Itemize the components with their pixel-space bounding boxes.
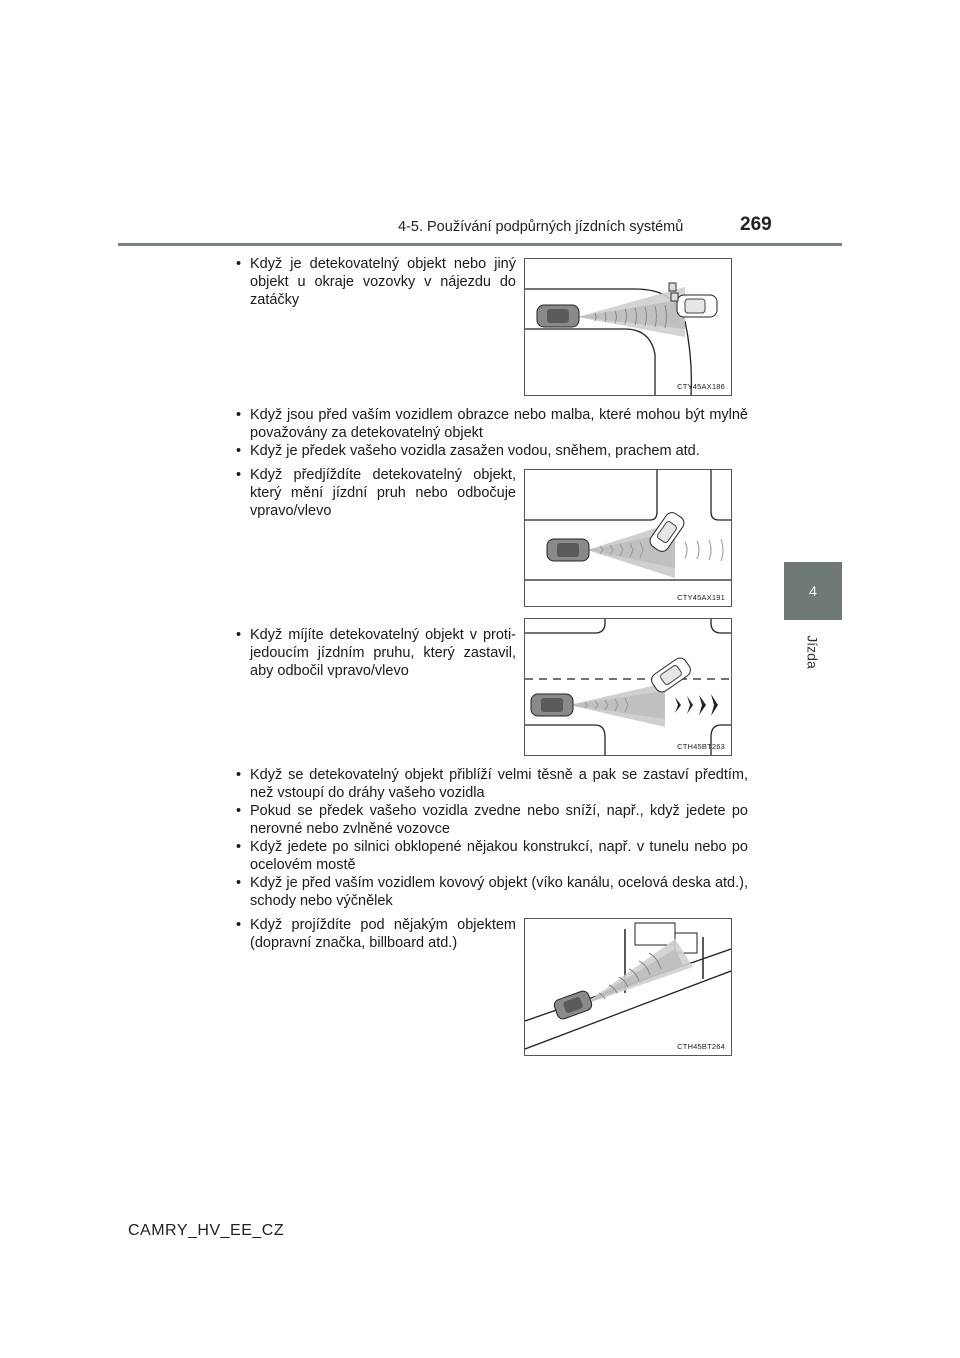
section-title: 4-5. Používání podpůrných jízdních systémů bbox=[398, 219, 684, 235]
header-rule bbox=[118, 243, 842, 246]
bullet-item: • Když se detekovatelný objekt přiblíží velmi těsně a pak se zastaví předtím, než vstoupí do dráhy vašeho vozidla bbox=[234, 766, 748, 802]
figure-overhead-sign bbox=[524, 918, 732, 1056]
chapter-side-label-text: Jízda bbox=[805, 635, 821, 669]
figure-code: CTH45BT264 bbox=[677, 1042, 725, 1051]
figure-code: CTY45AX191 bbox=[677, 593, 725, 602]
chapter-tab bbox=[784, 562, 842, 620]
bullet-item: • Když jedete po silnici obklopené nějakou konstrukcí, např. v tunelu nebo po ocelovém mostě bbox=[234, 838, 748, 874]
figure-code: CTY45AX186 bbox=[677, 382, 725, 391]
figure-intersection-turn bbox=[524, 469, 732, 607]
figure-oncoming-turn bbox=[524, 618, 732, 756]
chapter-tab-number: 4 bbox=[809, 583, 817, 599]
bullet-item: • Když projíždíte pod nějakým objektem (dopravní značka, billboard atd.) bbox=[234, 916, 516, 952]
bullet-item: • Když je před vaším vozidlem kovový objekt (víko kanálu, ocelová deska atd.), schody nebo výčnělek bbox=[234, 874, 748, 910]
bullet-item: • Pokud se předek vašeho vozidla zvedne nebo sníží, např., když jedete po nerovné nebo zvlněné vozovce bbox=[234, 802, 748, 838]
curve-road-illustration bbox=[525, 259, 731, 395]
chapter-side-label bbox=[796, 622, 830, 682]
bullet-item: • Když předjíždíte detekovatelný objekt, který mění jízdní pruh nebo odbočuje vpravo/vlevo bbox=[234, 466, 516, 520]
bullet-item: • Když jsou před vaším vozidlem obrazce nebo malba, které mohou být mylně považovány za detekovatelný objekt bbox=[234, 406, 748, 442]
intersection-illustration bbox=[525, 470, 731, 606]
figure-code: CTH45BT263 bbox=[677, 742, 725, 751]
figure-curve-road bbox=[524, 258, 732, 396]
oncoming-lane-illustration bbox=[525, 619, 731, 755]
document-code: CAMRY_HV_EE_CZ bbox=[128, 1222, 285, 1239]
bullet-item: • Když je detekovatelný objekt nebo jiný objekt u okraje vozovky v nájezdu do zatáčky bbox=[234, 255, 516, 309]
bullet-item: • Když míjíte detekovatelný objekt v proti- jedoucím jízdním pruhu, který zastavil, aby odbočil vpravo/vlevo bbox=[234, 626, 516, 680]
bullet-item: • Když je předek vašeho vozidla zasažen vodou, sněhem, prachem atd. bbox=[234, 442, 748, 460]
page-number: 269 bbox=[740, 214, 772, 235]
overhead-sign-illustration bbox=[525, 919, 731, 1055]
